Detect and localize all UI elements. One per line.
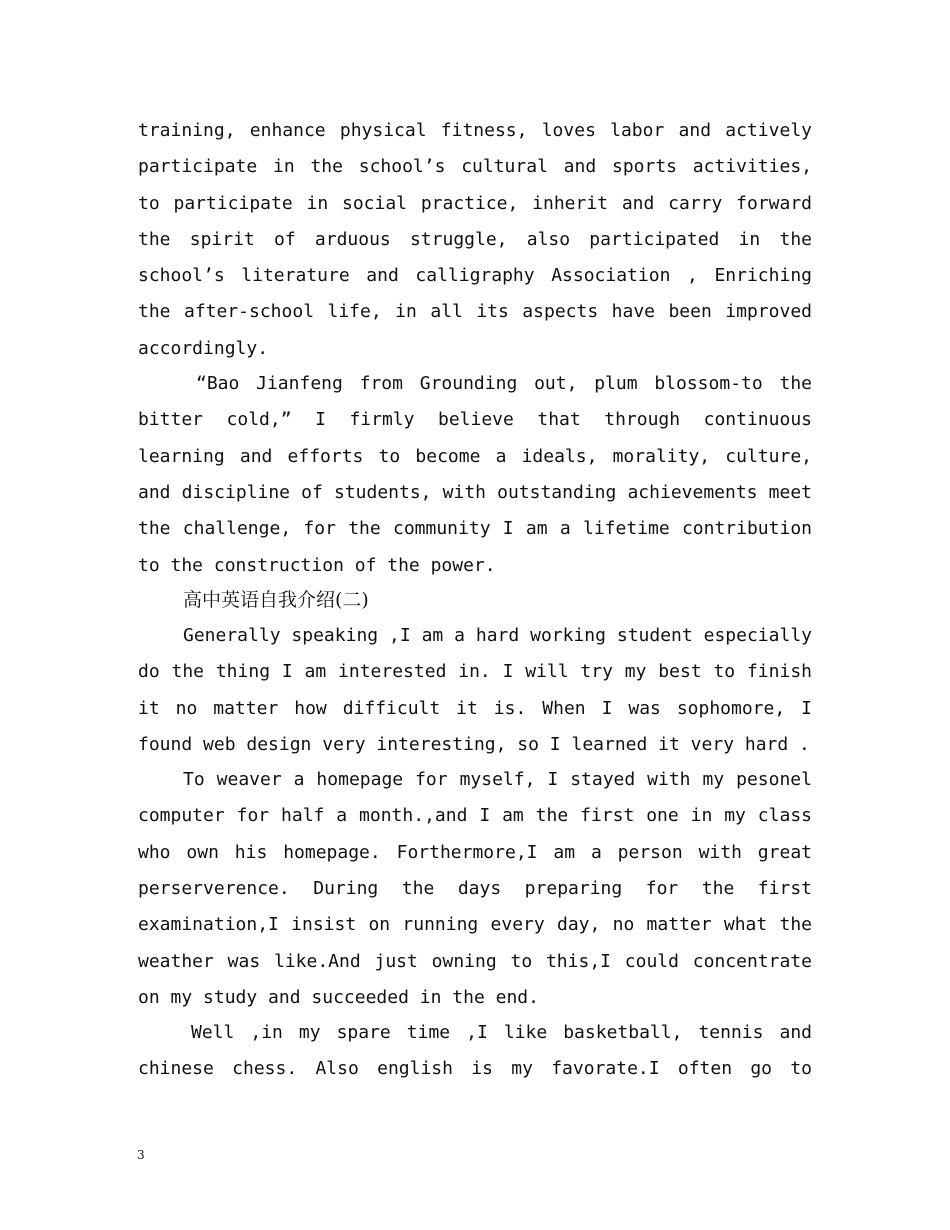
text-line: accordingly. xyxy=(138,338,269,359)
section-heading: 高中英语自我介绍(二) xyxy=(183,589,369,611)
text-line: who own his homepage. Forthermore,I am a person with great xyxy=(138,842,812,863)
text-line: bitter cold,” I firmly believe that through continuous xyxy=(138,409,812,430)
text-line: do the thing I am interested in. I will try my best to finish xyxy=(138,661,812,682)
text-line: and discipline of students, with outstanding achievements meet xyxy=(138,482,812,503)
text-line: perserverence. During the days preparing for the first xyxy=(138,878,812,899)
text-line: computer for half a month.,and I am the first one in my class xyxy=(138,805,812,826)
text-line: weather was like.And just owning to this,I could concentrate xyxy=(138,951,812,972)
text-line: “Bao Jianfeng from Grounding out, plum blossom-to the xyxy=(196,373,812,394)
text-line: the after-school life, in all its aspects have been improved xyxy=(138,301,812,322)
text-line: the challenge, for the community I am a lifetime contribution xyxy=(138,518,812,539)
text-line: on my study and succeeded in the end. xyxy=(138,987,539,1008)
text-line: it no matter how difficult it is. When I was sophomore, I xyxy=(138,698,812,719)
page-number: 3 xyxy=(137,1148,145,1162)
text-line: to participate in social practice, inherit and carry forward xyxy=(138,193,812,214)
text-line: To weaver a homepage for myself, I stayed with my pesonel xyxy=(183,769,812,790)
text-line: participate in the school’s cultural and sports activities, xyxy=(138,156,812,177)
text-line: school’s literature and calligraphy Association , Enriching xyxy=(138,265,812,286)
text-line: examination,I insist on running every day, no matter what the xyxy=(138,914,812,935)
text-line: learning and efforts to become a ideals, morality, culture, xyxy=(138,446,812,467)
text-line: Generally speaking ,I am a hard working student especially xyxy=(183,625,812,646)
text-line: training, enhance physical fitness, loves labor and actively xyxy=(138,120,812,141)
text-line: chinese chess. Also english is my favorate.I often go to xyxy=(138,1058,812,1079)
text-line: to the construction of the power. xyxy=(138,555,496,576)
text-line: Well ,in my spare time ,I like basketball, tennis and xyxy=(191,1022,812,1043)
text-line: the spirit of arduous struggle, also participated in the xyxy=(138,229,812,250)
text-line: found web design very interesting, so I learned it very hard . xyxy=(138,734,810,755)
